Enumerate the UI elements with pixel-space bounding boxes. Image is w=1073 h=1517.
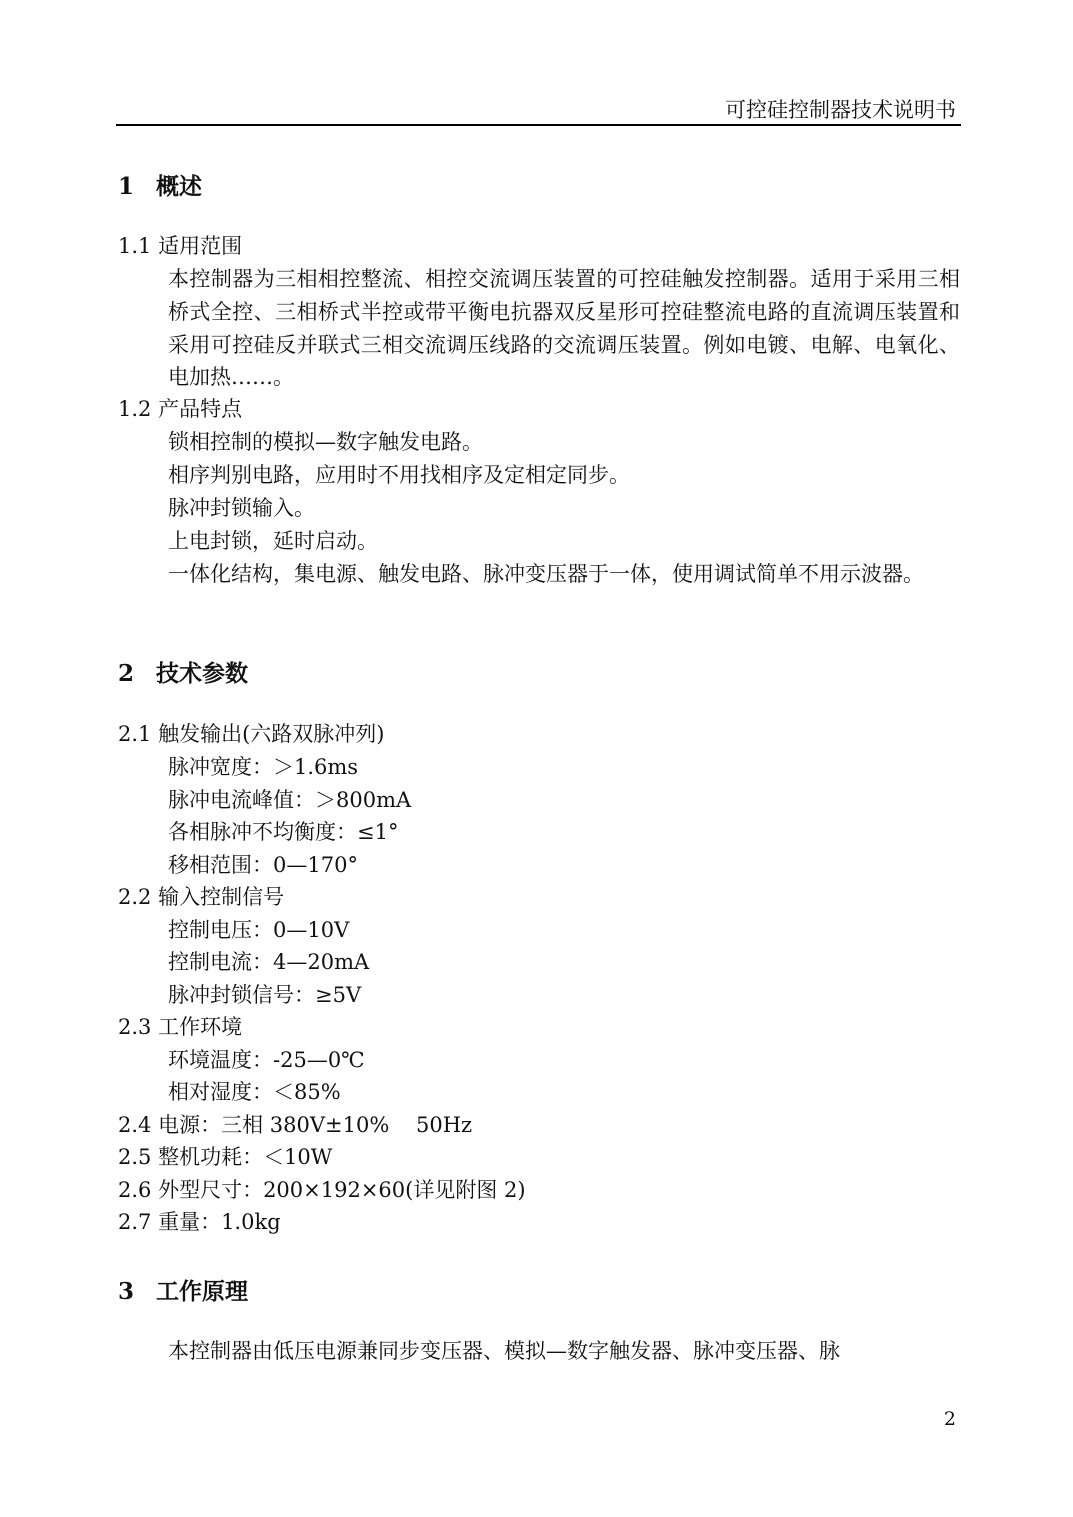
spec-item: 控制电流：4—20mA xyxy=(168,950,370,974)
header-rule xyxy=(116,124,961,126)
section-title: 工作原理 xyxy=(156,1278,248,1305)
spec-line-2-4: 2.4 电源：三相 380V±10% 50Hz xyxy=(118,1113,473,1137)
spec-line-2-7: 2.7 重量：1.0kg xyxy=(118,1210,281,1234)
section-title: 概述 xyxy=(156,173,202,200)
spec-item: 环境温度：-25—0℃ xyxy=(168,1048,365,1072)
subsection-2-1-heading: 2.1 触发输出(六路双脉冲列) xyxy=(118,722,385,746)
subsection-2-2-heading: 2.2 输入控制信号 xyxy=(118,885,285,909)
spec-line-2-5: 2.5 整机功耗：＜10W xyxy=(118,1145,333,1169)
spec-line-2-6: 2.6 外型尺寸：200×192×60(详见附图 2) xyxy=(118,1178,526,1202)
spec-item: 控制电压：0—10V xyxy=(168,918,350,942)
feature-item: 锁相控制的模拟—数字触发电路。 xyxy=(168,430,483,454)
spec-item: 脉冲电流峰值：＞800mA xyxy=(168,788,412,812)
subsection-1-2-heading: 1.2 产品特点 xyxy=(118,397,243,421)
feature-item: 脉冲封锁输入。 xyxy=(168,496,315,520)
section-number: 3 xyxy=(118,1278,135,1305)
subsection-1-1-heading: 1.1 适用范围 xyxy=(118,234,243,258)
section-number: 1 xyxy=(118,173,135,200)
section-1-heading xyxy=(118,168,202,201)
scope-paragraph xyxy=(118,263,960,394)
scope-paragraph-text: 本控制器为三相相控整流、相控交流调压装置的可控硅触发控制器。适用于采用三相桥式全控、三相桥式半控或带平衡电抗器双反星形可控硅整流电路的直流调压装置和采用可控硅反并联式三相交流调压线路的交流调压装置。例如电镀、电解、电氧化、电加热……。 xyxy=(168,267,960,390)
running-header-title: 可控硅控制器技术说明书 xyxy=(725,98,956,122)
spec-item: 移相范围：0—170° xyxy=(168,853,358,877)
feature-item: 上电封锁，延时启动。 xyxy=(168,529,378,553)
subsection-2-3-heading: 2.3 工作环境 xyxy=(118,1015,243,1039)
feature-paragraph-text: 一体化结构，集电源、触发电路、脉冲变压器于一体，使用调试简单不用示波器。 xyxy=(168,562,924,586)
section-3-heading xyxy=(118,1273,248,1306)
spec-item: 各相脉冲不均衡度：≤1° xyxy=(168,820,399,844)
section-number: 2 xyxy=(118,660,135,687)
feature-item: 相序判别电路，应用时不用找相序及定相定同步。 xyxy=(168,463,630,487)
page-number: 2 xyxy=(943,1408,956,1430)
section-2-heading xyxy=(118,655,248,688)
spec-item: 脉冲宽度：＞1.6ms xyxy=(168,755,359,779)
principle-paragraph: 本控制器由低压电源兼同步变压器、模拟—数字触发器、脉冲变压器、脉 xyxy=(168,1339,840,1363)
spec-item: 相对湿度：＜85% xyxy=(168,1080,341,1104)
feature-paragraph xyxy=(118,558,960,591)
spec-item: 脉冲封锁信号：≥5V xyxy=(168,983,362,1007)
section-title: 技术参数 xyxy=(156,660,248,687)
